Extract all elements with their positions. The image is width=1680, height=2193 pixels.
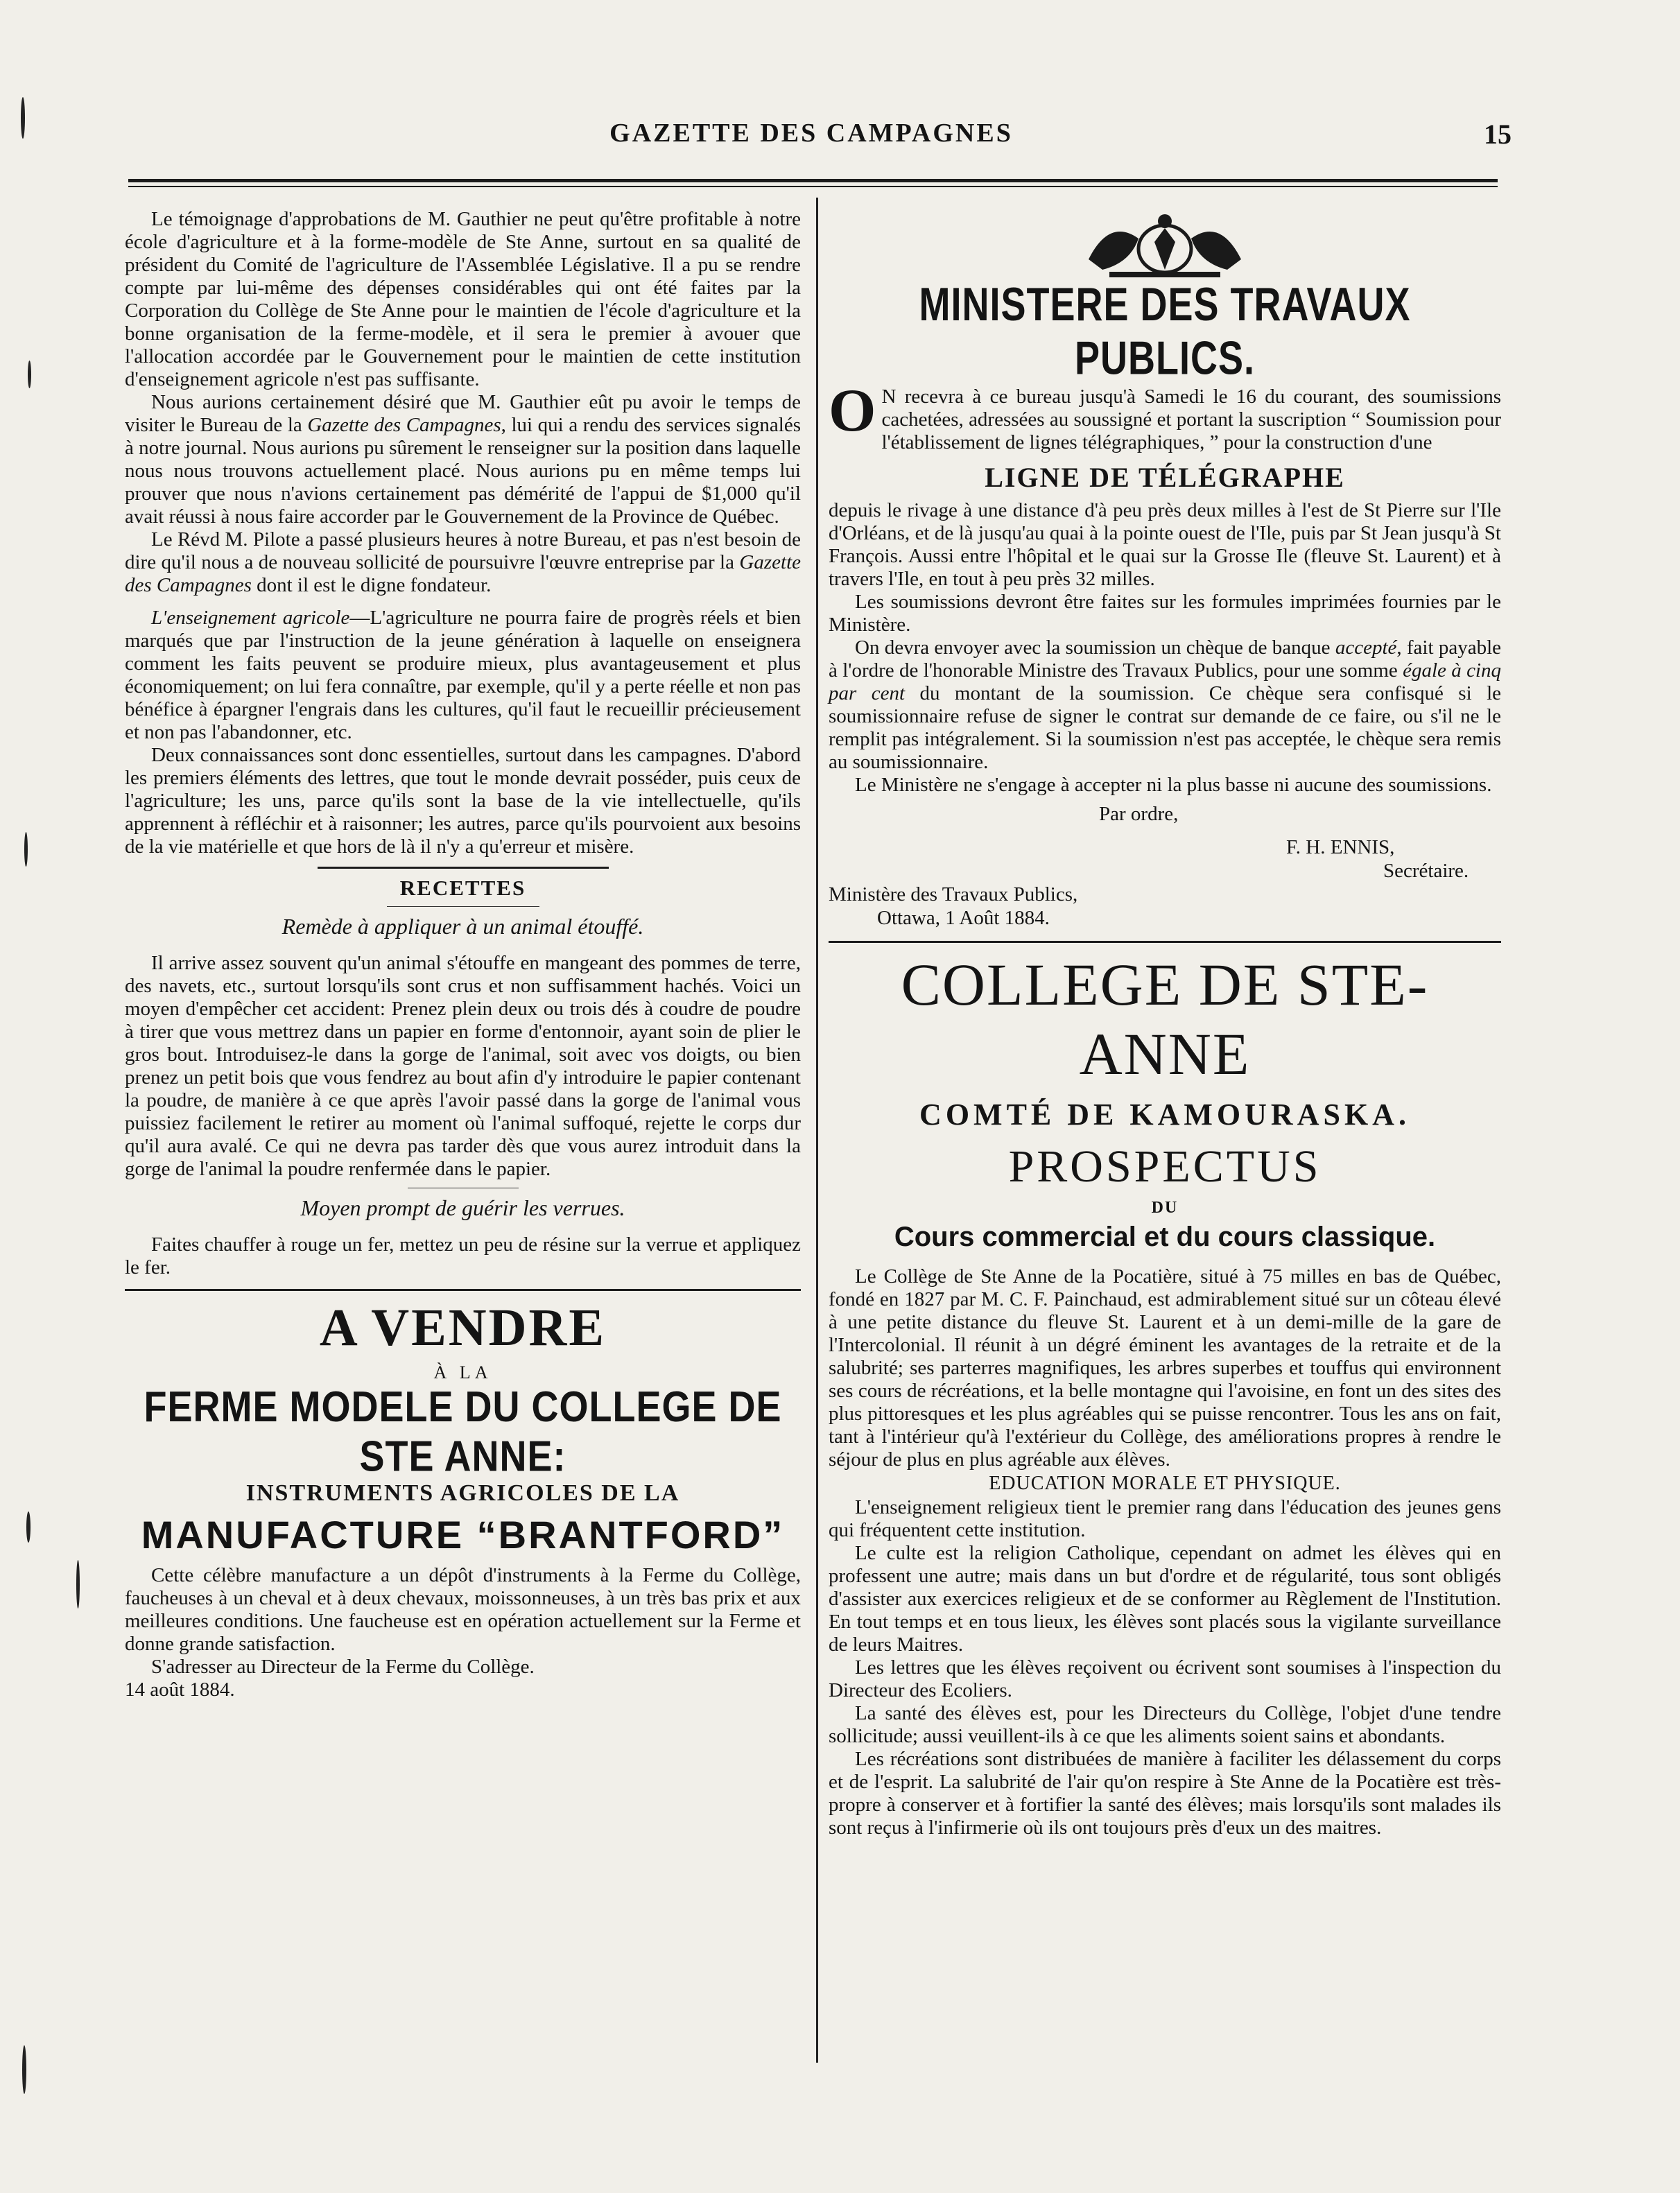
ministere-place: Ministère des Travaux Publics,: [829, 883, 1078, 905]
article-visit-paragraph: Nous aurions certainement désiré que M. Gauthier eût pu avoir le temps de visiter le Bureau de la Gazette des Campagnes, lui qui a rendu des services signalés à notre journal. Nous aurions pu sûrement le renseigner sur la position dans laquelle nous nous trouvons actuellement placé. Nous aurions pu en même temps lui prouver que nous n'avions certainement pas démérité de l'appui de $1,000 qu'il avait réussi à nous faire accorder par le Gouvernement de la Province de Québec.: [125, 391, 801, 528]
manufacture-heading: MANUFACTURE “BRANTFORD”: [141, 1513, 785, 1557]
ligne-heading: LIGNE DE TÉLÉGRAPHE: [985, 462, 1345, 493]
ad-date: 14 août 1884.: [125, 1679, 235, 1701]
scan-mark: [76, 1560, 80, 1609]
a-la-label: À LA: [433, 1362, 492, 1382]
newspaper-title: GAZETTE DES CAMPAGNES: [609, 119, 1013, 148]
coat-of-arms-icon: [829, 211, 1501, 280]
ferme-heading: FERME MODELE DU COLLEGE DE STE ANNE:: [144, 1382, 782, 1481]
page-header: [118, 118, 1512, 157]
du-label: DU: [1151, 1199, 1179, 1217]
cours-heading: Cours commercial et du cours classique.: [894, 1222, 1436, 1252]
verrues-title: Moyen prompt de guérir les verrues.: [300, 1195, 625, 1220]
article-connaissances-paragraph: Deux connaissances sont donc essentielles, surtout dans les campagnes. D'abord les premiers éléments des lettres, que tout le monde devrait posséder, puis ceux de l'agriculture; les uns, parce qu'ils sont la base de la vie intellectuelle, qu'ils apprennent à réfléchir et à raisonner; les autres, parce qu'ils pourvoient aux besoins de la vie matérielle et que hors de là il n'y a qu'erreur et misère.: [125, 744, 801, 858]
college-sante: La santé des élèves est, pour les Directeurs du Collège, l'objet d'une tendre sollicitude; aussi veuillent-ils à ce que les aliments soient sains et abondants.: [829, 1702, 1501, 1747]
ad-rule: [125, 1289, 801, 1291]
section-rule-thin: [387, 906, 539, 907]
college-rule: [829, 941, 1501, 943]
section-rule: [318, 867, 609, 869]
header-rule: [128, 179, 1498, 182]
scan-mark: [26, 1511, 31, 1543]
secretaire-label: Secrétaire.: [1383, 860, 1469, 882]
header-rule-thin: [128, 186, 1498, 187]
ministere-formules: Les soumissions devront être faites sur les formules imprimées fournies par le Ministère.: [829, 591, 1501, 636]
article-gauthier-paragraph: Le témoignage d'approbations de M. Gauthier ne peut qu'être profitable à notre école d'agriculture et à la forme-modèle de Ste Anne, surtout en sa qualité de président du Comité de l'agriculture de l'Assemblée Législative. Il a pu se rendre compte par lui-même des dépenses considérables qui ont été faites par la Corporation du Collège de Ste Anne pour le maintien de l'école d'agriculture et la bonne organisation de la ferme-modèle, et il sera le premier à avouer que l'allocation accordée par le Gouvernement pour le maintien de cette institution d'enseignement agricole n'est pas suffisante.: [125, 208, 801, 390]
ministere-cheque: On devra envoyer avec la soumission un chèque de banque accepté, fait payable à l'ordre de l'honorable Ministre des Travaux Publics, pour une somme égale à cinq par cent du montant de la soumission. Ce chèque sera confisqué si le soumissionnaire refuse de signer le contrat sur demande de ce faire, ou s'il ne le remplit pas intégralement. Si la soumission n'est pas acceptée, le chèque sera remis au soumissionnaire.: [829, 636, 1501, 773]
remede-text: Il arrive assez souvent qu'un animal s'étouffe en mangeant des pommes de terre, des navets, etc., surtout lorsqu'ils sont crus et non suffisamment hachés. Voici un moyen d'empêcher cet accident: Prenez plein deux ou trois dés à coudre de poudre à tirer que vous mettrez dans un papier en forme d'entonnoir, ayant soin de plier le gros bout. Introduisez-le dans la gorge de l'animal, soit avec vos doigts, ou bien prenez un petit bois que vous fendrez au bout afin d'y introduire le papier contenant la poudre, de manière à ce que après l'avoir passé dans la gorge de l'animal vous puissiez facilement le retirer au moment où l'animal suffoqué, rejette le corps dur qu'il aura avalé. Ce qui ne devra pas tarder dès que vous aurez introduit dans la gorge de l'animal la poudre renfermée dans le papier.: [125, 952, 801, 1180]
college-heading: COLLEGE DE STE-ANNE: [901, 951, 1429, 1087]
ad-contact: S'adresser au Directeur de la Ferme du Collège.: [151, 1656, 535, 1678]
signer-name: F. H. ENNIS,: [1286, 836, 1395, 858]
prospectus-heading: PROSPECTUS: [1008, 1141, 1322, 1192]
ministere-route: depuis le rivage à une distance d'à peu près deux milles à l'est de St Pierre sur l'Ile d'Orléans, et de là jusqu'au quai à la pointe ouest de l'Ile, puis par St Jean jusqu'à St François. Aussi entre l'hôpital et le quai sur la Grosse Ile (fleuve St. Laurent) et à travers l'Ile, en tout à peu près 32 milles.: [829, 499, 1501, 590]
left-column: [125, 208, 801, 1701]
education-heading: EDUCATION MORALE ET PHYSIQUE.: [989, 1473, 1341, 1494]
college-recreations: Les récréations sont distribuées de manière à faciliter les délassement du corps et de l'esprit. La salubrité de l'air qu'on respire à Ste Anne de la Pocatière est très-propre à conserver et à fortifier la santé des élèves; mais lorsqu'ils sont malades ils sont reçus à l'infirmerie où ils ont toujours près d'eux un des maitres.: [829, 1748, 1501, 1839]
college-lettres: Les lettres que les élèves reçoivent ou écrivent sont soumises à l'inspection du Directeur des Ecoliers.: [829, 1656, 1501, 1701]
par-ordre: Par ordre,: [1099, 803, 1179, 825]
article-enseignement-paragraph: L'enseignement agricole—L'agriculture ne pourra faire de progrès réels et bien marqués que par l'instruction de la jeune génération à laquelle on enseignera comment les faits peuvent se produire mieux, plus avantageusement et plus économiquement; on lui fera connaître, par exemple, qu'il y a perte réelle et non pas bénéfice à épargner l'engrais dans les cultures, qu'il faut le recueillir précieusement et non pas l'abandonner, etc.: [125, 607, 801, 743]
page-number: 15: [1484, 119, 1512, 150]
recettes-heading: RECETTES: [399, 876, 526, 900]
verrues-text: Faites chauffer à rouge un fer, mettez un peu de résine sur la verrue et appliquez le fer.: [125, 1233, 801, 1278]
ad-text: Cette célèbre manufacture a un dépôt d'instruments à la Ferme du Collège, faucheuses à un cheval et à deux chevaux, moissonneuses, à un très bas prix et aux meilleures conditions. Une faucheuse est en opération actuellement sur la Ferme et donne grande satisfaction.: [125, 1564, 801, 1655]
college-culte: Le culte est la religion Catholique, cependant on admet les élèves qui en professent une autre; mais dans un but d'ordre et de régularité, tous sont obligés d'assister aux exercices religieux et de se conformer au Règlement de l'Institution. En tout temps et en tous lieux, les élèves sont placés sous la vigilante surveillance de leurs Maitres.: [829, 1542, 1501, 1656]
column-divider: [816, 198, 818, 2063]
scan-mark: [28, 361, 31, 388]
right-column: [829, 208, 1501, 1839]
ministere-heading: MINISTERE DES TRAVAUX PUBLICS.: [919, 278, 1411, 385]
college-religion: L'enseignement religieux tient le premier rang dans l'éducation des jeunes gens qui fréquentent cette institution.: [829, 1496, 1501, 1541]
instruments-heading: INSTRUMENTS AGRICOLES DE LA: [245, 1480, 680, 1506]
college-description: Le Collège de Ste Anne de la Pocatière, situé à 75 milles en bas de Québec, fondé en 1827 par M. C. F. Painchaud, est admirablement situé sur un côteau élevé à une petite distance du fleuve St. Laurent et à un demi-mille de la gare de l'Intercolonial. Il réunit à un dégré éminent les avantages de la retraite et de la salubrité; ses parterres magnifiques, les arbres superbes et touffus qui environnent ses cours de récréations, et la belle montagne qui l'avoisine, en font un des sites des plus pittoresques et les plus agréables qui se puisse rencontrer. Tous les ans on fait, tant à l'intérieur qu'à l'extérieur du Collège, des améliorations propres à rendre le séjour de plus en plus agréable aux élèves.: [829, 1265, 1501, 1471]
a-vendre-heading: A VENDRE: [319, 1299, 607, 1357]
remede-title: Remède à appliquer à un animal étouffé.: [282, 914, 644, 939]
comte-heading: COMTÉ DE KAMOURASKA.: [919, 1098, 1410, 1132]
scan-mark: [22, 2045, 26, 2094]
ministere-date: Ottawa, 1 Août 1884.: [877, 907, 1050, 929]
ministere-engagement: Le Ministère ne s'engage à accepter ni la plus basse ni aucune des soumissions.: [855, 774, 1492, 796]
scan-mark: [21, 97, 25, 139]
article-pilote-paragraph: Le Révd M. Pilote a passé plusieurs heures à notre Bureau, et pas n'est besoin de dire qu'il nous a de nouveau sollicité de poursuivre l'œuvre entreprise par la Gazette des Campagnes dont il est le digne fondateur.: [125, 528, 801, 596]
scan-mark: [24, 832, 28, 867]
ministere-intro: O N recevra à ce bureau jusqu'à Samedi le 16 du courant, des soumissions cachetées, adressées au soussigné et portant la suscription “ Soumission pour l'établissement de lignes télégraphiques, ” pour la construction d'une: [829, 377, 1501, 453]
